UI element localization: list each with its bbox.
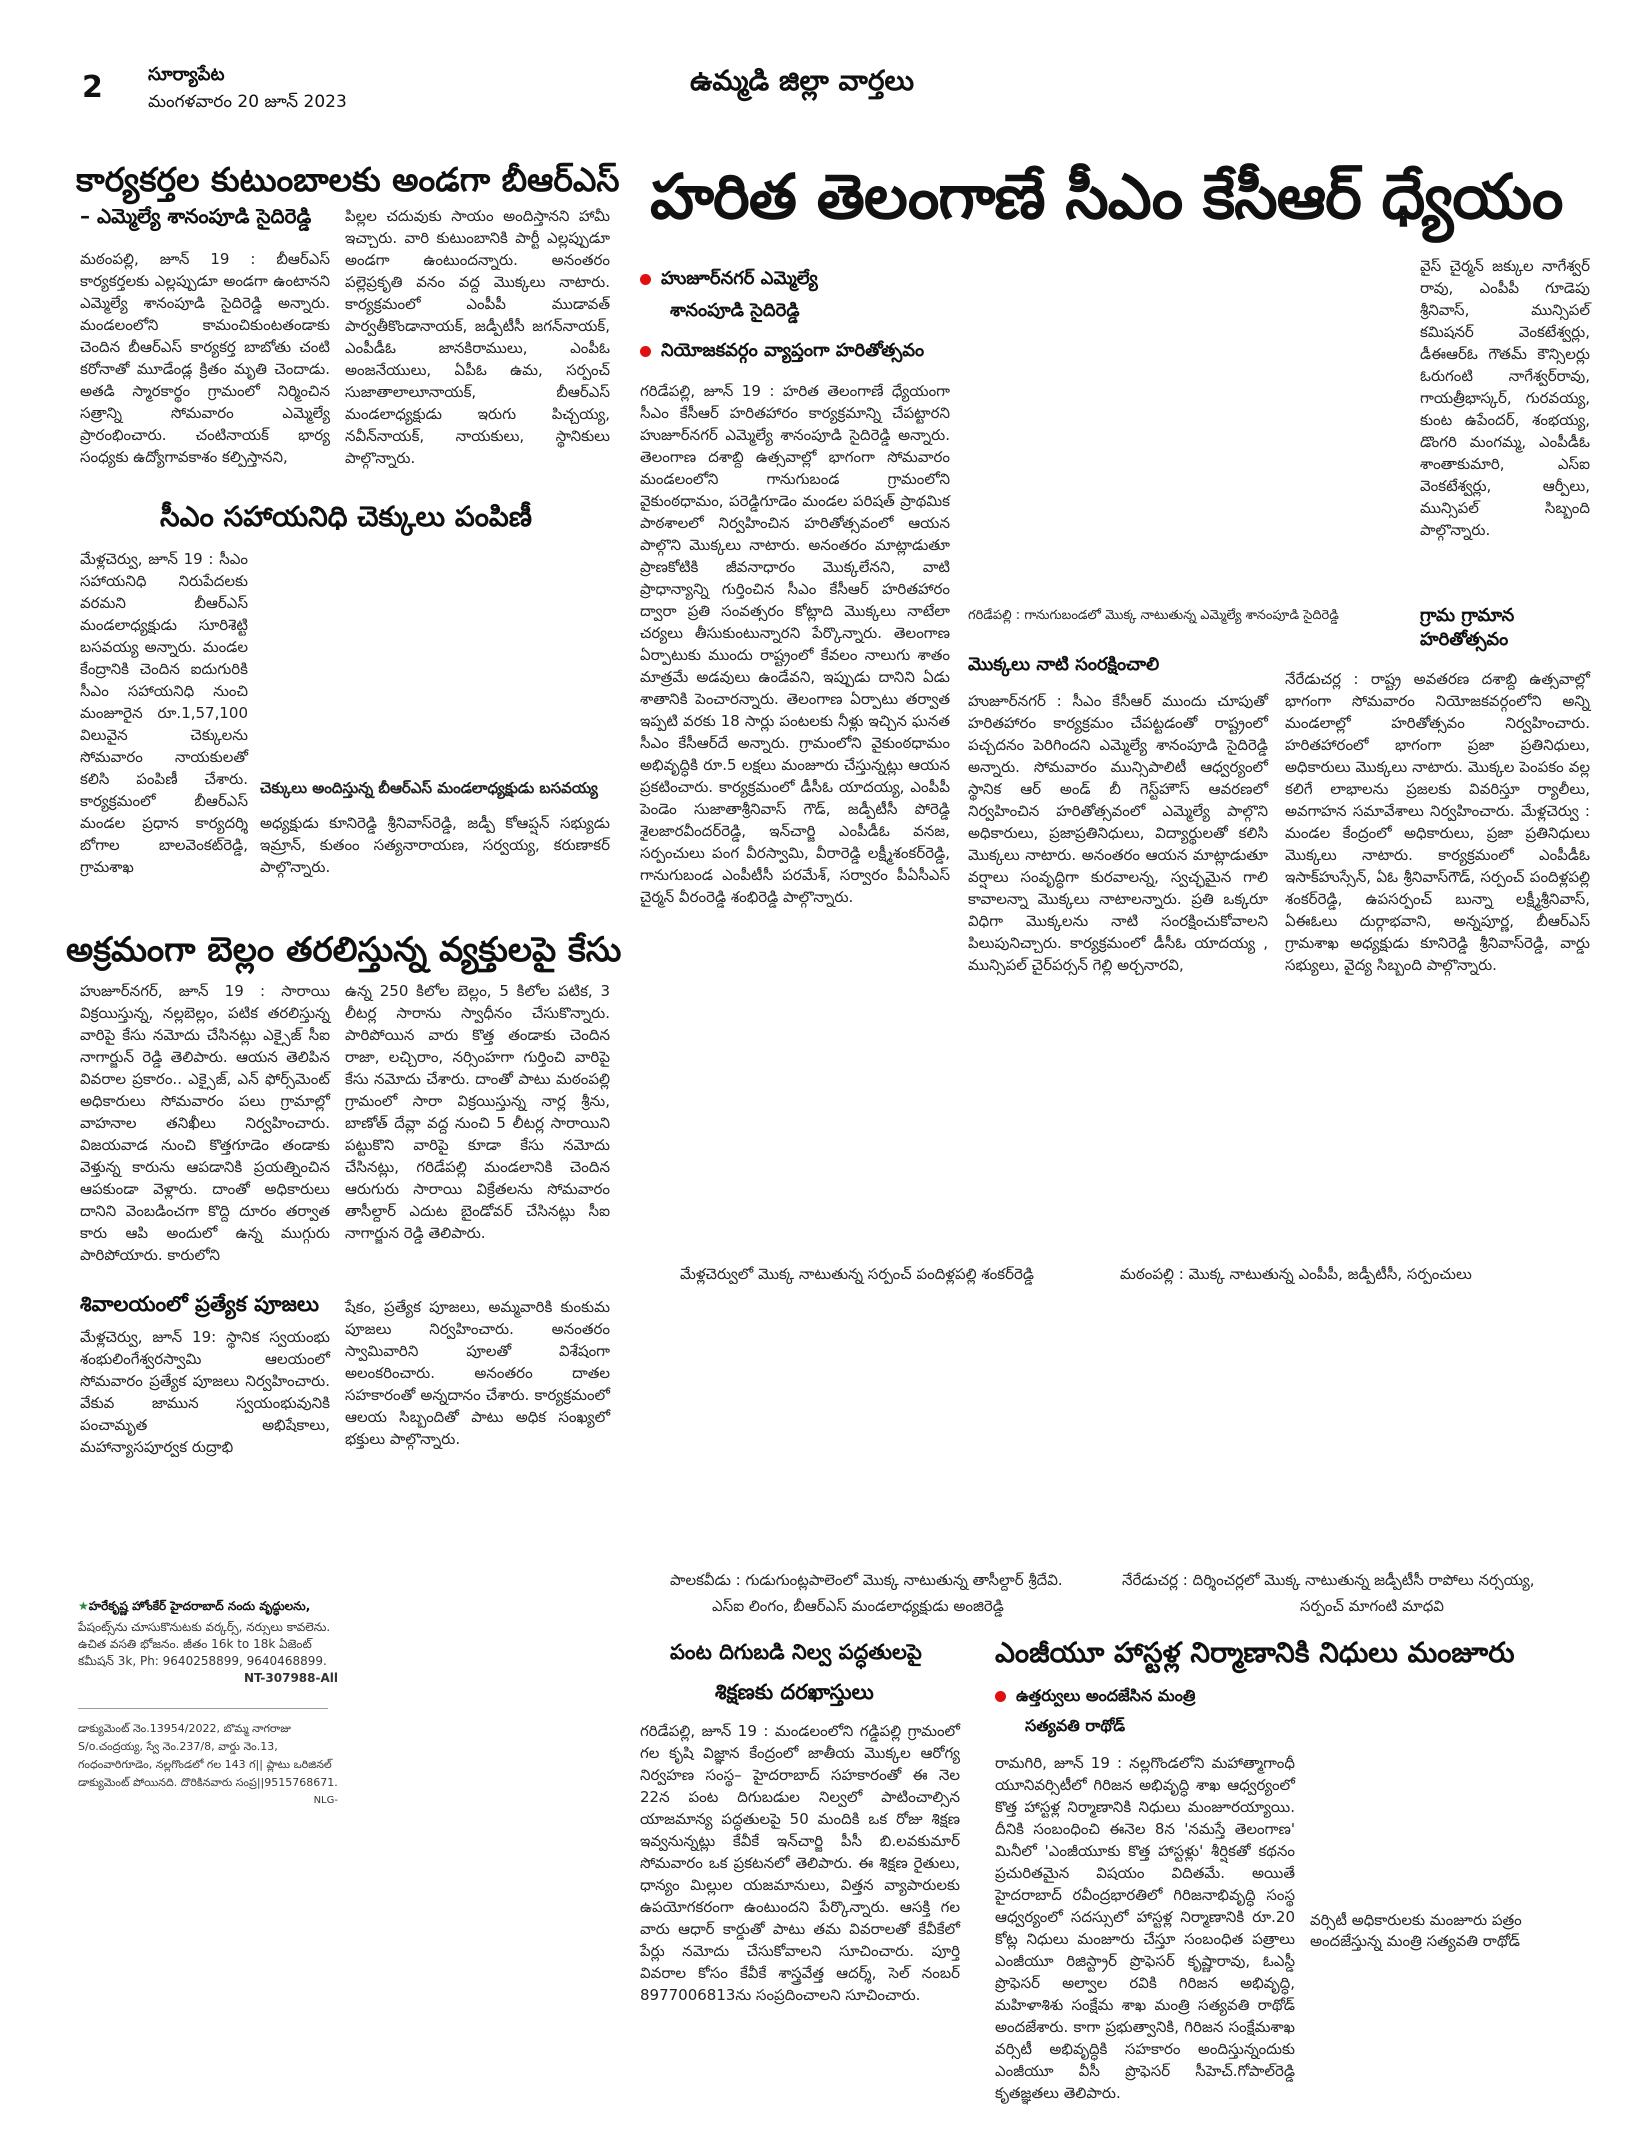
classified-ad-2: [78, 1720, 338, 1809]
main-photo-caption: గరిడేపల్లి : గానుగుబండలో మొక్క నాటుతున్న ఎమ్మెల్యే శానంపూడి సైదిరెడ్డి: [968, 608, 1339, 623]
palakeedu-photo: [640, 1300, 1080, 1560]
classified-ad-2-body: డాక్యుమెంట్ నెం.13954/2022, బొమ్మ నాగరాజు S/o.చంద్రయ్య, స్వే నెం.237/8, వార్డు నెం.13, గంధంవారిగూడెం, నల్లగొండలో గల 143 గ|| ప్లాటు ఒరిజినల్ డాక్యుమెంట్ పోయినది. దొరికినవారు సంప్ర||9515768671.: [78, 1722, 338, 1789]
classified-ad-1-title-text: హరేకృష్ణ హోంకేర్ హైదరాబాద్ నందు వృద్ధులను,: [88, 1599, 311, 1613]
location-label: సూర్యాపేట: [148, 64, 225, 85]
article6-caption: వర్సిటీ అధికారులకు మంజూరు పత్రం అందజేస్తున్న మంత్రి సత్యవతి రాథోడ్: [1310, 1911, 1522, 1950]
classified-ad-1: [78, 1598, 338, 1687]
article3-col2: ఉన్న 250 కిలోల బెల్లం, 5 కిలోల పటిక, 3 లీటర్ల సారాను స్వాధీనం చేసుకొన్నారు. పారిపోయిన వారు కొత్త తండాకు చెందిన రాజా, లచ్చిరాం, నర్సింహగా గుర్తించి వారిపై కేసు నమోదు చేశారు. దాంతో పాటు మఠంపల్లి గ్రామంలో సారా విక్రయిస్తున్న నార్ల శ్రీను, బాణోత్ దేవ్లా వద్ద నుంచి 5 లీటర్ల సారాయిని పట్టుకొని వారిపై కూడా కేసు నమోదు చేసినట్లు, గరిడేపల్లి మండలానికి చెందిన ఆరుగురు సారాయి విక్రేతలను సోమవారం తాసీల్దార్ ఎదుట బైండోవర్ చేసినట్లు సీఐ నాగార్జున రెడ్డి తెలిపారు.: [345, 982, 610, 1242]
classified-ad-1-code: NT-307988-All: [243, 1671, 338, 1685]
article3-headline: అక్రమంగా బెల్లం తరలిస్తున్న వ్యక్తులపై కేసు: [66, 930, 622, 970]
neredu-caption-2: సర్పంచ్ మాగంటి మాధవి: [1300, 1597, 1444, 1615]
mathampally-caption: మఠంపల్లి : మొక్క నాటుతున్న ఎంపీపీ, జడ్పీటీసీ, సర్పంచులు: [1120, 1265, 1472, 1283]
page-number: 2: [82, 70, 103, 105]
article5-headline-l2: శిక్షణకు దరఖాస్తులు: [715, 1680, 874, 1704]
article1-subhead: – ఎమ్మెల్యే శానంపూడి సైదిరెడ్డి: [80, 204, 312, 228]
article5-body: గరిడేపల్లి, జూన్ 19 : మండలంలోని గడ్డిపల్లి గ్రామంలో గల కృషి విజ్ఞాన కేంద్రంలో జాతీయ మొక్కల ఆరోగ్య నిర్వహణ సంస్థ– హైదరాబాద్ సహకారంతో ఈ నెల 22న పంట దిగుబడుల నిల్వలో పాటించాల్సిన యాజమాన్య పద్ధతులపై 50 మందికి ఒక రోజు శిక్షణ ఇవ్వనున్నట్లు కేవీకే ఇన్‌చార్జి పీసీ బి.లవకుమార్ సోమవారం ఒక ప్రకటనలో తెలిపారు. ఈ శిక్షణ రైతులు, ధాన్యం మిల్లుల యజమానులు, విత్తన వ్యాపారులకు ఉపయోగకరంగా ఉంటుందని పేర్కొన్నారు. ఆసక్తి గల వారు ఆధార్ కార్డుతో పాటు తమ వివరాలతో కేవీకేలో పేర్లు నమోదు చేసుకోవాలని సూచించారు. పూర్తి వివరాల కోసం కేవీకే శాస్త్రవేత్త ఆదర్శ్, సెల్ నంబర్ 8977006813ను సంప్రదించాలని సూచించారు.: [640, 1722, 960, 2004]
classified-divider: [78, 1708, 328, 1709]
neredu-photo: [1100, 1300, 1590, 1560]
article1-col1: మఠంపల్లి, జూన్ 19 : బీఆర్ఎస్ కార్యకర్తలకు ఎల్లప్పుడూ అండగా ఉంటానని ఎమ్మెల్యే శానంపూడి సైదిరెడ్డి అన్నారు. మండలంలోని కామంచికుంటతండాకు చెందిన బీఆర్ఎస్ కార్యకర్త బాబోతు చంటి కరోనాతో మూడేండ్ల క్రితం మృతి చెందాడు. అతడి స్మారకార్థం గ్రామంలో నిర్మించిన సత్రాన్ని సోమవారం ఎమ్మెల్యే ప్రారంభించారు. చంటినాయక్ భార్య సంధ్యకు ఉద్యోగావకాశం కల్పిస్తానని,: [80, 250, 330, 466]
article4-col1: మేళ్లచెర్వు, జూన్ 19: స్థానిక స్వయంభు శంభులింగేశ్వరస్వామి ఆలయంలో సోమవారం ప్రత్యేక పూజలు నిర్వహించారు. వేకువ జామున స్వయంభువునికి పంచామృత అభిషేకాలు, మహాన్యాసపూర్వక రుద్రాభి: [80, 1328, 330, 1456]
article1-headline: కార్యకర్తల కుటుంబాలకు అండగా బీఆర్ఎస్: [76, 160, 620, 199]
article6-bullet-b: సత్యవతి రాథోడ్: [1025, 1716, 1126, 1735]
article6-bullet-text: ఉత్తర్వులు అందజేసిన మంత్రి: [1016, 1686, 1196, 1705]
mellachervu-caption: మేళ్లచెర్వులో మొక్క నాటుతున్న సర్పంచ్ పందిళ్లపల్లి శంకర్‌రెడ్డి: [680, 1265, 1034, 1283]
main-planting-photo: [968, 255, 1398, 600]
main-bullet-2: [640, 340, 924, 365]
article6-headline: ఎంజీయూ హాస్టళ్ల నిర్మాణానికి నిధులు మంజూరు: [995, 1636, 1515, 1669]
main-col1: గరిడేపల్లి, జూన్ 19 : హరిత తెలంగాణే ధ్యేయంగా సీఎం కేసీఆర్ హరితహారం కార్యక్రమాన్ని చేపట్టారని హుజూర్‌నగర్ ఎమ్మెల్యే శానంపూడి సైదిరెడ్డి అన్నారు. తెలంగాణ దశాబ్ది ఉత్సవాల్లో భాగంగా సోమవారం మండలంలోని గానుగుబండ గ్రామంలోని వైకుంఠధామం, పరెడ్డిగూడెం మండల పరిషత్ ప్రాథమిక పాఠశాలలో నిర్వహించిన హరితోత్సవంలో ఆయన పాల్గొని మొక్కలు నాటారు. అనంతరం మాట్లాడుతూ ప్రాణకోటికి జీవనాధారం మొక్కలేనని, వాటి ప్రాధాన్యాన్ని గుర్తించిన సీఎం కేసీఆర్ హరితహారం ద్వారా ప్రతి సంవత్సరం కోట్లాది మొక్కలు నాటేలా చర్యలు తీసుకుంటున్నారని పేర్కొన్నారు. తెలంగాణ ఏర్పాటుకు ముందు రాష్ట్రంలో కేవలం నాలుగు శాతం మాత్రమే అడవులు ఉండేవని, ఇప్పుడు దానిని ఏడు శాతానికి పెంచారన్నారు. తెలంగాణ ఏర్పాటు తర్వాత ఇప్పటి వరకు 18 సార్లు పంటలకు నీళ్లు ఇచ్చిన ఘనత సీఎం కేసీఆర్‌దే అన్నారు. గ్రామంలోని వైకుంఠధామం అభివృద్ధికి రూ.5 లక్షలు మంజూరు చేస్తున్నట్లు ఆయన ప్రకటించారు. కార్యక్రమంలో డీసీఓ యాదయ్య, ఎంపీపీ పెండెం సుజాతాశ్రీనివాస్ గౌడ్, జడ్పీటీసీ పోరెడ్డి శైలజారవీందర్‌రెడ్డి, ఇన్‌చార్జి ఎంపీడీఓ వనజ, సర్పంచులు పంగ వీరస్వామి, వీరారెడ్డి లక్ష్మీశంకర్‌రెడ్డి, గానుగుబండ ఎంపీటీసీ పరమేశ్, సర్వారం పీఏసీఎస్ చైర్మన్ వీరంరెడ్డి శంభిరెడ్డి పాల్గొన్నారు.: [640, 382, 950, 906]
article1-col2: పిల్లల చదువుకు సాయం అందిస్తానని హామీ ఇచ్చారు. వారి కుటుంబానికి పార్టీ ఎల్లప్పుడూ అండగా ఉంటుందన్నారు. అనంతరం పల్లెప్రకృతి వనం వద్ద మొక్కలు నాటారు. కార్యక్రమంలో ఎంపీపీ ముడావత్ పార్వతీకొండానాయక్, జడ్పీటీసీ జగన్‌నాయక్, ఎంపీడీఓ జానకిరాములు, ఎంపీఓ అంజనేయులు, ఏపీఓ ఉమ, సర్పంచ్ సుజాతాలాలూనాయక్, బీఆర్ఎస్ మండలాధ్యక్షుడు ఇరుగు పిచ్చయ్య, నవీన్‌నాయక్, నాయకులు, స్థానికులు పాల్గొన్నారు.: [345, 207, 610, 467]
main-sub2-body: నేరేడుచర్ల : రాష్ట్ర అవతరణ దశాబ్ది ఉత్సవాల్లో భాగంగా సోమవారం నియోజకవర్గంలోని అన్ని మండలాల్లో హరితోత్సవం నిర్వహించారు. హరితహారంలో భాగంగా ప్రజా ప్రతినిధులు, అధికారులు మొక్కలు నాటారు. మొక్కల పెంపకం వల్ల కలిగే లాభాలను ప్రజలకు వివరిస్తూ ర్యాలీలు, అవగాహన సమావేశాలు నిర్వహించారు. మేళ్లచెర్వు : మండల కేంద్రంలో అధికారులు, ప్రజా ప్రతినిధులు మొక్కలు నాటారు. కార్యక్రమంలో ఎంపీడీఓ ఇసాక్‌హుస్సేన్, ఏఓ శ్రీనివాస్‌గౌడ్, సర్పంచ్ పందిళ్లపల్లి శంకర్‌రెడ్డి, ఉపసర్పంచ్ బున్నా లక్ష్మీశ్రీనివాస్, ఏఈఓలు దుర్గాభవాని, అన్నపూర్ణ, బీఆర్ఎస్ గ్రామశాఖ అధ్యక్షుడు కూనిరెడ్డి శ్రీనివాస్‌రెడ్డి, వార్డు సభ్యులు, వైద్య సిబ్బంది పాల్గొన్నారు.: [1285, 670, 1590, 974]
article2-headline: సీఎం సహాయనిధి చెక్కులు పంపిణీ: [160, 500, 532, 533]
main-bullet-1-text: హుజూర్‌నగర్ ఎమ్మెల్యే: [661, 268, 818, 289]
article5-headline-l1: పంట దిగుబడి నిల్వ పద్ధతులపై: [670, 1640, 922, 1664]
article6-body: రామగిరి, జూన్ 19 : నల్లగొండలోని మహాత్మాగాంధీ యూనివర్సిటీలో గిరిజన అభివృద్ధి శాఖ ఆధ్వర్యంలో కొత్త హాస్టళ్ల నిర్మాణానికి నిధులు మంజూరయ్యాయి. దీనికి సంబంధించి ఈనెల 8న 'నమస్తే తెలంగాణ' మినీలో 'ఎంజీయూకు కొత్త హాస్టళ్లు' శీర్షికతో కథనం ప్రచురితమైన విషయం విదితమే. అయితే హైదరాబాద్ రవీంద్రభారతిలో గిరిజనాభివృద్ధి సంస్థ ఆధ్వర్యంలో సదస్సులో హాస్టళ్ల నిర్మాణానికి రూ.20 కోట్ల నిధులు మంజూరు చేస్తూ సంబంధిత పత్రాలు ఎంజీయూ రిజిస్ట్రార్ ప్రొఫెసర్ కృష్ణారావు, ఓఎస్డీ ప్రొఫెసర్ అల్వాల రవికి గిరిజన అభివృద్ధి, మహిళాశిశు సంక్షేమ శాఖ మంత్రి సత్యవతి రాథోడ్ అందజేశారు. కాగా ప్రభుత్వానికి, గిరిజన సంక్షేమశాఖ వర్సిటీ అభివృద్ధికి సహకారం అందిస్తున్నందుకు ఎంజీయూ వీసీ ప్రొఫెసర్ సీహెచ్.గోపాల్‌రెడ్డి కృతజ్ఞతలు తెలిపారు.: [995, 1754, 1295, 2102]
main-sub1-body: హుజూర్‌నగర్ : సీఎం కేసీఆర్ ముందు చూపుతో హరితహారం కార్యక్రమం చేపట్టడంతో రాష్ట్రంలో పచ్చదనం పెరిగిందని ఎమ్మెల్యే శానంపూడి సైదిరెడ్డి అన్నారు. సోమవారం మున్సిపాలిటీ ఆధ్వర్యంలో స్థానిక ఆర్ అండ్ బీ గెస్ట్‌హౌస్ ఆవరణలో నిర్వహించిన హరితోత్సవంలో ఎమ్మెల్యే పాల్గొని అధికారులు, ప్రజాప్రతినిధులు, విద్యార్థులతో కలిసి మొక్కలు నాటారు. అనంతరం ఆయన మాట్లాడుతూ వర్షాలు సంవృద్ధిగా కురవాలన్న, స్వచ్ఛమైన గాలి కావాలన్నా మొక్కలు నాటాలన్నారు. ప్రతి ఒక్కరూ విధిగా మొక్కలను నాటి సంరక్షించుకోవాలని పిలుపునిచ్చారు. కార్యక్రమంలో డీసీఓ యాదయ్య , మున్సిపల్ చైర్‌పర్సన్ గెల్లి అర్చనారవి,: [968, 692, 1268, 974]
classified-ad-1-body: పేషంట్స్‌ను చూసుకొనుటకు వర్కర్స్, నర్సులు కావలెను. ఉచిత వసతి భోజనం. జీతం 16k to 18k ఏజెంట్ కమీషన్ 3k, Ph: 9640258899, 9640468899.: [78, 1620, 331, 1668]
main-bullet-2-text: నియోజకవర్గం వ్యాప్తంగా హరితోత్సవం: [661, 340, 925, 361]
main-sub2-headline: గ్రామ గ్రామాన హరితోత్సవం: [1420, 605, 1515, 650]
mellachervu-photo: [640, 1050, 1080, 1258]
article6-bullet: [995, 1686, 1195, 1709]
palakeedu-caption-2: ఎస్ఐ లింగం, బీఆర్ఎస్ మండలాధ్యక్షుడు అంజిరెడ్డి: [712, 1597, 1004, 1615]
star-icon: ★: [78, 1599, 89, 1613]
article2-caption: చెక్కులు అందిస్తున్న బీఆర్ఎస్ మండలాధ్యక్షుడు బసవయ్య: [260, 779, 598, 797]
mathampally-photo: [1100, 1050, 1590, 1258]
main-right-top: వైస్ చైర్మన్ జక్కుల నాగేశ్వర్ రావు, ఎంపీపీ గూడెపు శ్రీనివాస్, మున్సిపల్ కమిషనర్ వెంకటేశ్వర్లు, డీఈఆర్ఓ గౌతమ్ కౌన్సిలర్లు ఓరుగంటి నాగేశ్వర్‌రావు, గాయత్రీభాస్కర్, గురవయ్య, కుంట ఉపేందర్, శంభయ్య, డొంగరి మంగమ్మ, ఎంపీడీఓ శాంతాకుమారి, ఎస్ఐ వెంకటేశ్వర్లు, ఆర్పీలు, మున్సిపల్ సిబ్బంది పాల్గొన్నారు.: [1420, 257, 1590, 539]
neredu-caption-1: నేరేడుచర్ల : దిర్శించర్లలో మొక్క నాటుతున్న జడ్పీటీసీ రాపోలు నర్సయ్య,: [1122, 1571, 1535, 1589]
cheque-distribution-photo: [260, 548, 610, 770]
palakeedu-caption-1: పాలకవీడు : గుడుగుంట్లపాలెంలో మొక్క నాటుతున్న తాసీల్దార్ శ్రీదేవి.: [670, 1571, 1063, 1589]
classified-ad-1-title: [78, 1598, 338, 1615]
article6-photo: [1300, 1670, 1590, 1902]
article2-col2: అధ్యక్షుడు కూనిరెడ్డి శ్రీనివాస్‌రెడ్డి, జడ్పీ కోఆప్షన్ సభ్యుడు ఇమ్రాన్, కుతంం సత్యనారాయణ, సర్వయ్య, కరుణాకర్ పాల్గొన్నారు.: [260, 814, 610, 876]
section-title: ఉమ్మడి జిల్లా వార్తలు: [690, 64, 915, 97]
article4-headline: శివాలయంలో ప్రత్యేక పూజలు: [80, 1292, 320, 1316]
article4-col2: షేకం, ప్రత్యేక పూజలు, అమ్మవారికి కుంకుమ పూజలు నిర్వహించారు. అనంతరం స్వామివారిని పూలతో విశేషంగా అలంకరించారు. అనంతరం దాతల సహకారంతో అన్నదానం చేశారు. కార్యక్రమంలో ఆలయ సిబ్బందితో పాటు అధిక సంఖ్యలో భక్తులు పాల్గొన్నారు.: [345, 1298, 610, 1448]
main-bullet-1: [640, 268, 818, 293]
classified-ad-2-code: NLG-: [313, 1795, 338, 1806]
main-sub1-headline: మొక్కలు నాటి సంరక్షించాలి: [968, 654, 1160, 675]
date-label: మంగళవారం 20 జూన్ 2023: [148, 92, 347, 112]
article2-col1: మేళ్లచెర్వు, జూన్ 19 : సీఎం సహాయనిధి నిరుపేదలకు వరమని బీఆర్ఎస్ మండలాధ్యక్షుడు సూరిశెట్టి బసవయ్య అన్నారు. మండల కేంద్రానికి చెందిన ఐదుగురికి సీఎం సహాయనిధి నుంచి మంజూరైన రూ.1,57,100 విలువైన చెక్కులను సోమవారం నాయకులతో కలిసి పంపిణీ చేశారు. కార్యక్రమంలో బీఆర్ఎస్ మండల ప్రధాన కార్యదర్శి బోగాల బాలవెంకట్‌రెడ్డి, గ్రామశాఖ: [80, 550, 248, 876]
main-bullet-1b: శానంపూడి సైదిరెడ్డి: [670, 300, 800, 321]
main-headline: హరిత తెలంగాణే సీఎం కేసీఆర్ ధ్యేయం: [650, 160, 1563, 233]
article3-col1: హుజూర్‌నగర్, జూన్ 19 : సారాయి విక్రయిస్తున్న, నల్లబెల్లం, పటిక తరలిస్తున్న వారిపై కేసు నమోదు చేసినట్లు ఎక్సైజ్ సీఐ నాగార్జున్ రెడ్డి తెలిపారు. ఆయన తెలిపిన వివరాల ప్రకారం.. ఎక్సైజ్, ఎన్ ఫోర్స్‌మెంట్ అధికారులు సోమవారం పలు గ్రామాల్లో వాహనాల తనిఖీలు నిర్వహించారు. విజయవాడ నుంచి కొత్తగూడెం తండాకు వెళ్తున్న కారును ఆపడానికి ప్రయత్నించిన ఆపకుండా వెళ్లారు. దాంతో అధికారులు దానిని వెంబడించగా కొద్ది దూరం తర్వాత కారు ఆపి అందులో ఉన్న ముగ్గురు పారిపోయారు. కారులోని: [80, 982, 330, 1264]
